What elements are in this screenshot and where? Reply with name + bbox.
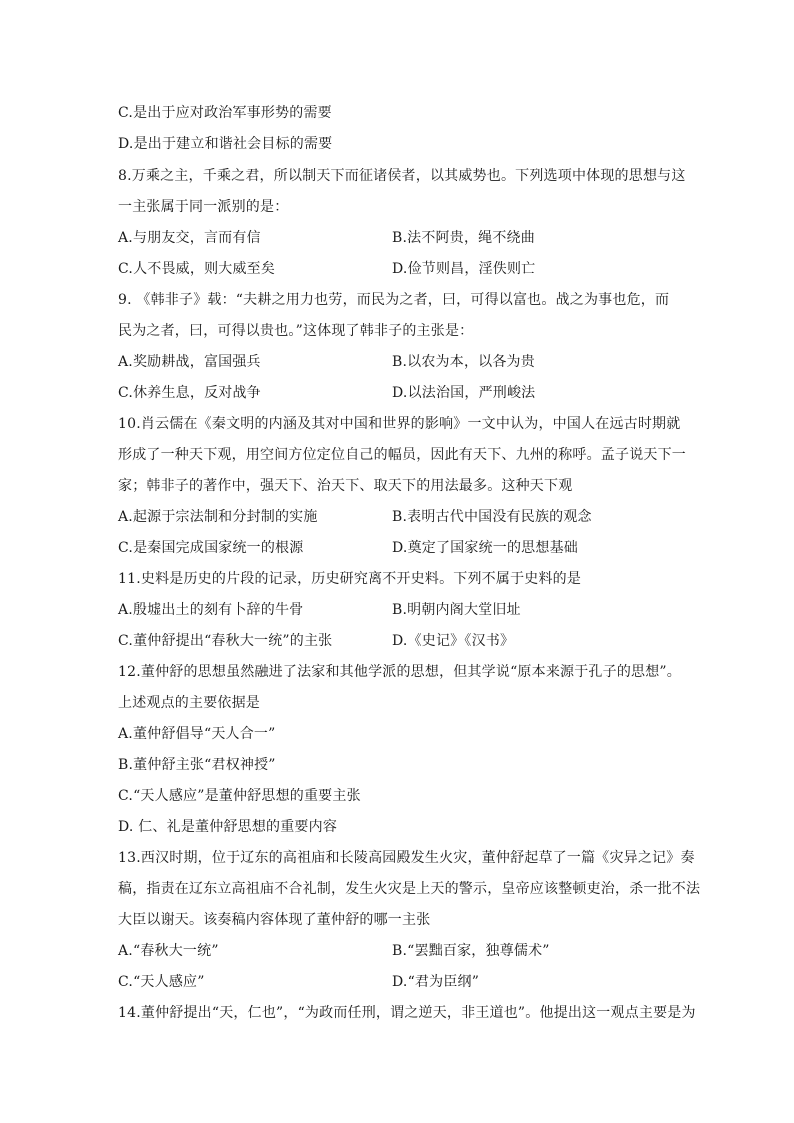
option-c: C.“天人感应” xyxy=(118,974,205,990)
text-line: 一主张属于同一派别的是： xyxy=(118,199,289,215)
option-b: B.董仲舒主张“君权神授” xyxy=(118,757,276,773)
option-b: B.以农为本，以各为贵 xyxy=(392,354,535,370)
text-line: 形成了一种天下观，用空间方位定位自己的幅员，因此有天下、九州的称呼。孟子说天下一 xyxy=(118,447,686,463)
option-c: C.“天人感应”是董仲舒思想的重要主张 xyxy=(118,788,361,804)
text-line: D.是出于建立和谐社会目标的需要 xyxy=(118,136,333,152)
option-b: B.表明古代中国没有民族的观念 xyxy=(392,509,592,525)
option-d: D.俭节则昌，淫佚则亡 xyxy=(392,261,536,277)
text-line: 家；韩非子的著作中，强天下、治天下、取天下的用法最多。这种天下观 xyxy=(118,478,573,494)
option-c: C.人不畏威，则大威至矣 xyxy=(118,261,276,277)
option-a: A.奖励耕战，富国强兵 xyxy=(118,354,261,370)
option-d: D.以法治国，严刑峻法 xyxy=(392,385,536,401)
question-10-stem: 10.肖云儒在《秦文明的内涵及其对中国和世界的影响》一文中认为，中国人在远古时期就 xyxy=(118,416,681,432)
option-b: B.法不阿贵，绳不绕曲 xyxy=(392,230,535,246)
option-a: A.与朋友交，言而有信 xyxy=(118,230,261,246)
option-d: D.奠定了国家统一的思想基础 xyxy=(392,540,578,556)
option-b: B.明朝内阁大堂旧址 xyxy=(392,602,521,618)
option-b: B.“罢黜百家，独尊儒术” xyxy=(392,943,550,959)
option-c: C.董仲舒提出“春秋大一统”的主张 xyxy=(118,633,333,649)
text-line: C.是出于应对政治军事形势的需要 xyxy=(118,105,332,121)
question-8-stem: 8.万乘之主，千乘之君，所以制天下而征诸侯者，以其威势也。下列选项中体现的思想与这 xyxy=(118,168,686,184)
text-line: 稿，指责在辽东立高祖庙不合礼制，发生火灾是上天的警示，皇帝应该整顿吏治，杀一批不法 xyxy=(118,881,701,897)
option-d: D.“君为臣纲” xyxy=(392,974,480,990)
question-13-stem: 13.西汉时期，位于辽东的高祖庙和长陵高园殿发生火灾，董仲舒起草了一篇《灾异之记》奏 xyxy=(118,850,695,866)
option-c: C.休养生息，反对战争 xyxy=(118,385,261,401)
text-line: 上述观点的主要依据是 xyxy=(118,695,260,711)
option-d: D. 仁、礼是董仲舒思想的重要内容 xyxy=(118,819,338,835)
option-c: C.是秦国完成国家统一的根源 xyxy=(118,540,304,556)
text-line: 大臣以谢天。该奏稿内容体现了董仲舒的哪一主张 xyxy=(118,912,431,928)
question-11-stem: 11.史料是历史的片段的记录，历史研究离不开史料。下列不属于史料的是 xyxy=(118,571,582,587)
question-12-stem: 12.董仲舒的思想虽然融进了法家和其他学派的思想，但其学说“原本来源于孔子的思想”。 xyxy=(118,664,681,680)
question-9-stem: 9. 《韩非子》载：“夫耕之用力也劳，而民为之者，曰，可得以富也。战之为事也危，而 xyxy=(118,292,670,308)
question-14-stem: 14.董仲舒提出“天，仁也”，“为政而任刑，谓之逆天，非王道也”。他提出这一观点主要是为 xyxy=(118,1005,696,1021)
option-a: A.董仲舒倡导“天人合一” xyxy=(118,726,276,742)
text-line: 民为之者，曰，可得以贵也。”这体现了韩非子的主张是： xyxy=(118,323,474,339)
option-a: A.“春秋大一统” xyxy=(118,943,219,959)
option-a: A.起源于宗法制和分封制的实施 xyxy=(118,509,318,525)
option-d: D.《史记》《汉书》 xyxy=(392,633,515,649)
option-a: A.殷墟出土的刻有卜辞的牛骨 xyxy=(118,602,304,618)
